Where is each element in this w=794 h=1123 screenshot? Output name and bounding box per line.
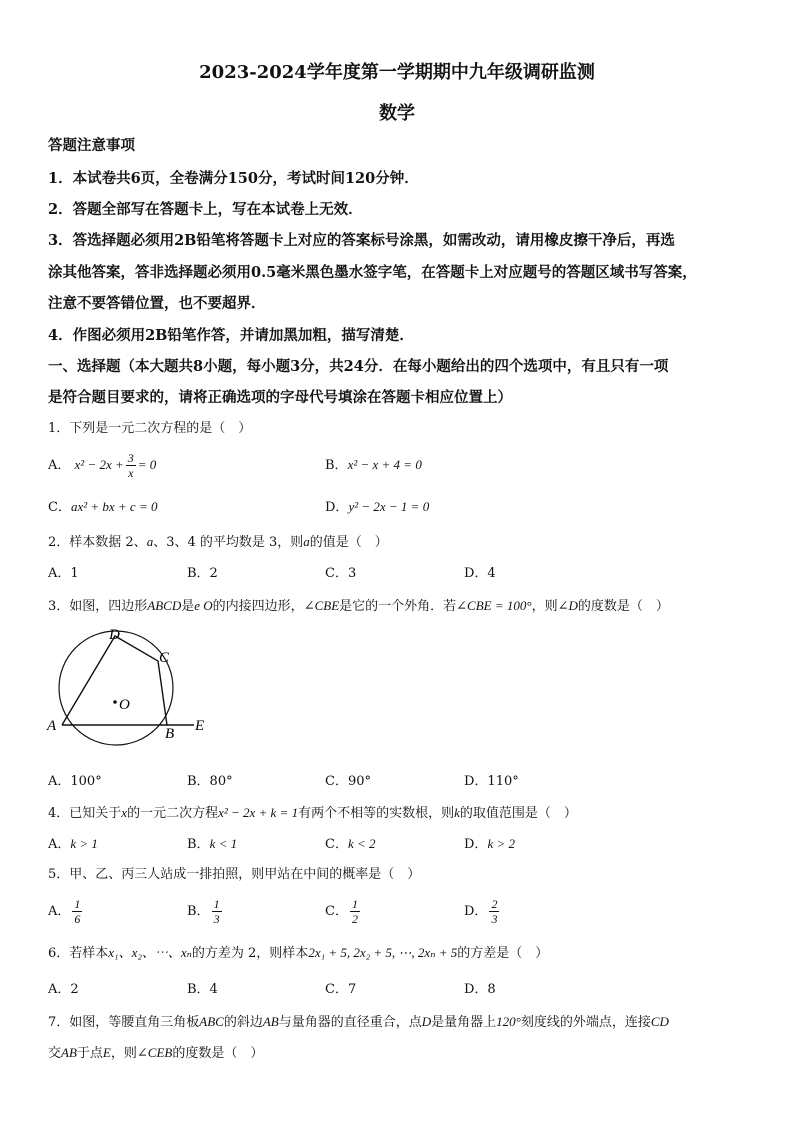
q1-option-b: B．x² − x + 4 = 0 bbox=[325, 457, 422, 473]
q2-option-b: B．2 bbox=[187, 566, 218, 581]
notice-item-3: 3．答选择题必须用2B铅笔将答题卡上对应的答案标号涂黑，如需改动，请用橡皮擦干净后，再选 bbox=[48, 232, 675, 249]
q2-stem: 2．样本数据 2、a、3、4 的平均数是 3，则a的值是（ ） bbox=[48, 534, 388, 550]
label-e: E bbox=[195, 718, 205, 734]
q5-option-b: B． $\frac{1}{3}$ bbox=[187, 897, 220, 926]
notice-item-2: 2．答题全部写在答题卡上，写在本试卷上无效． bbox=[48, 201, 363, 218]
q5-option-a: A． $\frac{1}{6}$ bbox=[48, 897, 81, 926]
quadrilateral-abcd bbox=[62, 636, 167, 725]
q4-option-a: A．k > 1 bbox=[48, 836, 98, 852]
q5-option-c: C． $\frac{1}{2}$ bbox=[325, 897, 358, 926]
notice-item-3-cont2: 注意不要答错位置，也不要超界． bbox=[48, 295, 266, 312]
q2-option-a: A．1 bbox=[48, 566, 79, 581]
q3-option-d: D．110° bbox=[464, 774, 519, 789]
q4-option-b: B．k < 1 bbox=[187, 836, 238, 852]
label-o: O bbox=[119, 697, 130, 713]
label-b: B bbox=[165, 726, 175, 742]
q4-option-c: C．k < 2 bbox=[325, 836, 376, 852]
notice-item-3-cont: 涂其他答案，答非选择题必须用0.5毫米黑色墨水签字笔，在答题卡上对应题号的答题区域书写答案， bbox=[48, 264, 697, 281]
label-a: A bbox=[47, 718, 57, 734]
notice-item-1: 1．本试卷共6页，全卷满分150分，考试时间120分钟． bbox=[48, 170, 419, 187]
q6-stem: 6．若样本x₁、x₂、⋯、xₙ的方差为 2，则样本2x₁ + 5, 2x₂ + 5, ⋯, 2xₙ + 5的方差是（ ） bbox=[48, 945, 549, 961]
q6-option-d: D．8 bbox=[464, 982, 496, 997]
q3-figure bbox=[44, 622, 214, 746]
section1-instructions: 一、选择题（本大题共8小题，每小题3分，共24分．在每小题给出的四个选项中，有且只有一项 bbox=[48, 358, 669, 375]
q2-option-d: D．4 bbox=[464, 566, 496, 581]
q1-option-d: D．y² − 2x − 1 = 0 bbox=[325, 499, 430, 515]
label-c: C bbox=[159, 650, 170, 666]
exam-subject: 数学 bbox=[379, 103, 415, 124]
notice-item-4: 4．作图必须用2B铅笔作答，并请加黑加粗，描写清楚． bbox=[48, 327, 414, 344]
label-d: D bbox=[109, 627, 120, 643]
q7-stem: 7．如图，等腰直角三角板ABC的斜边AB与量角器的直径重合，点D是量角器上120°刻度线的外端点，连接CD bbox=[48, 1014, 669, 1030]
q3-option-c: C．90° bbox=[325, 774, 371, 789]
q4-option-d: D．k > 2 bbox=[464, 836, 515, 852]
q1-option-c: C．ax² + bx + c = 0 bbox=[48, 499, 158, 515]
notice-heading: 答题注意事项 bbox=[48, 137, 135, 154]
q6-option-c: C．7 bbox=[325, 982, 357, 997]
q3-stem: 3．如图，四边形ABCD是e O的内接四边形，∠CBE是它的一个外角．若∠CBE = 100°，则∠D的度数是（ ） bbox=[48, 598, 669, 614]
q6-option-a: A．2 bbox=[48, 982, 79, 997]
q5-option-d: D． $\frac{2}{3}$ bbox=[464, 897, 498, 926]
q1-stem: 1．下列是一元二次方程的是（ ） bbox=[48, 421, 252, 436]
q5-stem: 5．甲、乙、丙三人站成一排拍照，则甲站在中间的概率是（ ） bbox=[48, 867, 421, 882]
q4-stem: 4．已知关于x的一元二次方程x² − 2x + k = 1有两个不相等的实数根，则k的取值范围是（ ） bbox=[48, 805, 577, 821]
q3-option-b: B．80° bbox=[187, 774, 233, 789]
q2-option-c: C．3 bbox=[325, 566, 357, 581]
circle-o bbox=[59, 631, 173, 745]
exam-title: 2023-2024学年度第一学期期中九年级调研监测 bbox=[199, 62, 595, 83]
q1-option-a: A． x² − 2x + $\frac{3}{x}$ = 0 bbox=[48, 451, 157, 480]
section1-instructions-cont: 是符合题目要求的，请将正确选项的字母代号填涂在答题卡相应位置上） bbox=[48, 389, 512, 406]
center-point bbox=[113, 700, 117, 704]
q6-option-b: B．4 bbox=[187, 982, 218, 997]
q3-option-a: A．100° bbox=[48, 774, 102, 789]
q7-stem-cont: 交AB于点E，则∠CEB的度数是（ ） bbox=[48, 1045, 264, 1061]
